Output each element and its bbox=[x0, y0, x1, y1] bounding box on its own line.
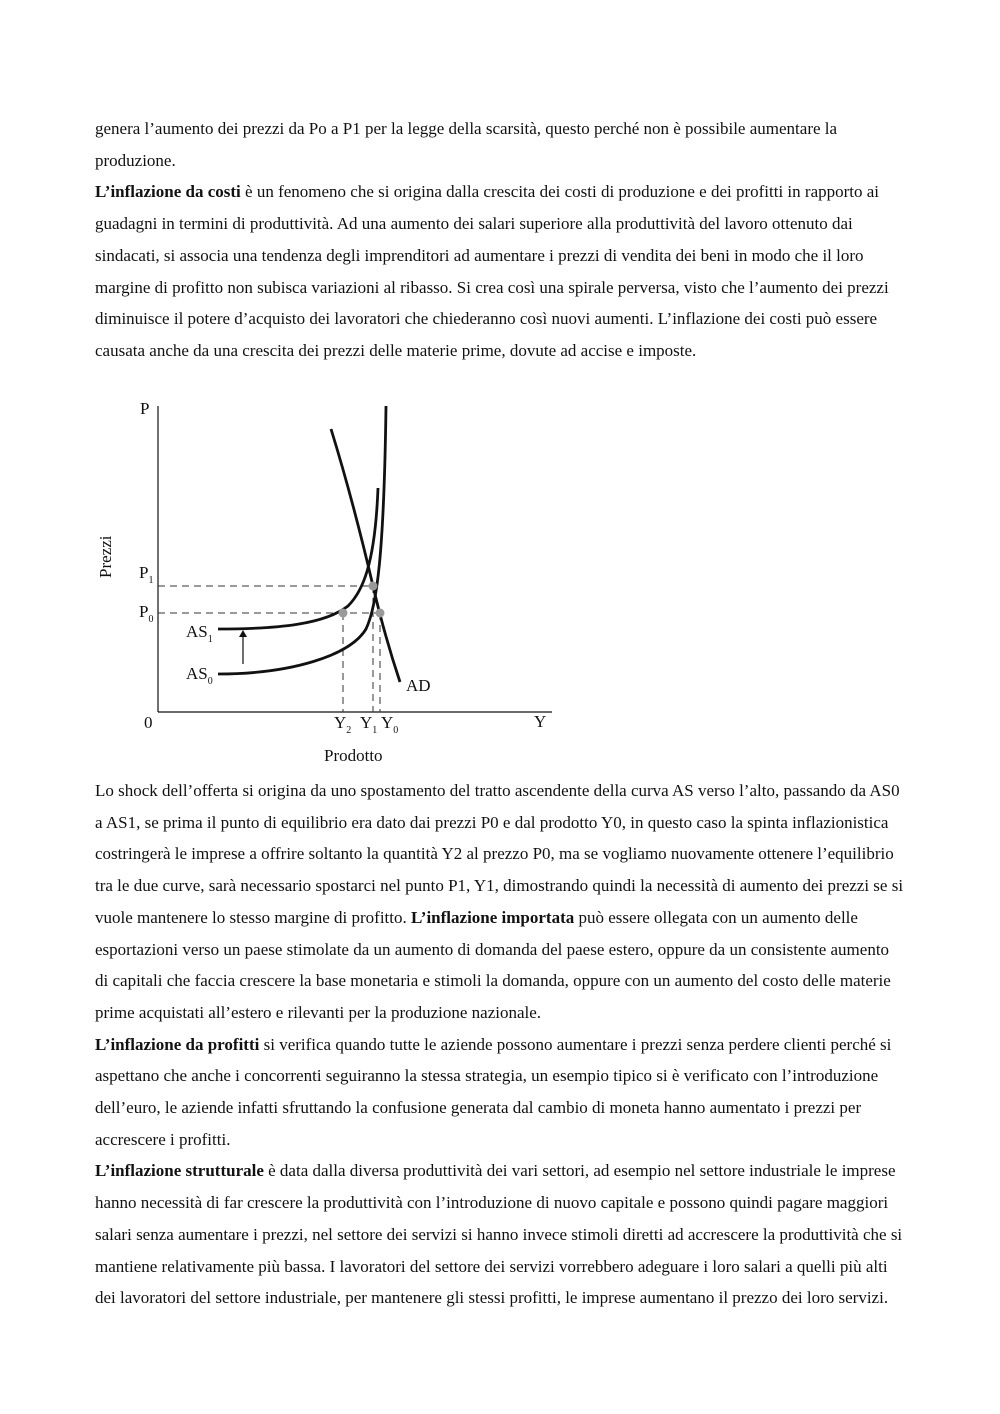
y-axis-letter: P bbox=[140, 399, 150, 418]
p1-tick-label: $P_1$ bbox=[139, 563, 154, 586]
bold-term: L’inflazione importata bbox=[411, 907, 575, 927]
paragraph-text: genera l’aumento dei prezzi da Po a P1 per la legge della scarsità, questo perché non è possibile aumentare la produzione. bbox=[95, 119, 838, 170]
text-block-top bbox=[95, 113, 905, 367]
x-axis-label: Prodotto bbox=[324, 746, 383, 765]
supply-point-p0-y2 bbox=[339, 609, 348, 618]
y2-tick-label: $Y_2$ bbox=[334, 713, 352, 736]
paragraph-text: è data dalla diversa produttività dei vari settori, ad esempio nel settore industriale le imprese hanno necessità di far crescere la produttività con l’introduzione di nuovo capitale e possono quindi pagare maggiori salari senza aumentare i prezzi, nel settore dei servizi si hanno invece stimoli diretti ad accrescere la produttività che si mantiene relativamente più bassa. I lavoratori del settore dei servizi vorrebbero adeguare i loro salari a quelli più alti dei lavoratori del settore industriale, per mantenere gli stessi profitti, le imprese aumentano il prezzo dei loro servizi. bbox=[95, 1161, 903, 1308]
bold-term: L’inflazione da profitti bbox=[95, 1034, 260, 1054]
paragraph bbox=[95, 775, 905, 1029]
bold-term: L’inflazione strutturale bbox=[95, 1161, 264, 1181]
bold-term: L’inflazione da costi bbox=[95, 182, 241, 202]
y1-tick-label: $Y_1$ bbox=[360, 713, 378, 736]
paragraph bbox=[95, 1155, 905, 1314]
as0-curve-label: $AS_0$ bbox=[186, 664, 213, 687]
ad-curve-label: AD bbox=[406, 676, 431, 695]
paragraph bbox=[95, 1029, 905, 1156]
shift-arrow-head bbox=[239, 630, 247, 637]
x-axis-letter: Y bbox=[534, 712, 547, 731]
paragraph-text: può essere ollegata con un aumento delle esportazioni verso un paese stimolate da un aumento di domanda del paese estero, oppure da un consistente aumento di capitali che faccia crescere la base monetaria e stimoli la domanda, oppure con un aumento del costo delle materie prime acquistati all’estero e rilevanti per la produzione nazionale. bbox=[95, 907, 891, 1022]
as1-curve-label: $AS_1$ bbox=[186, 622, 213, 645]
paragraph-text: è un fenomeno che si origina dalla crescita dei costi di produzione e dei profitti in rapporto ai guadagni in termini di produttività. Ad una aumento dei salari superiore alla produttività del lavoro ottenuto dai sindacati, si associa una tendenza degli imprenditori ad aumentare i prezzi di vendita dei beni in modo che il loro margine di profitto non subisca variazioni al ribasso. Si crea così una spirale perversa, visto che l’aumento dei prezzi diminuisce il potere d’acquisto dei lavoratori che chiederanno così nuovi aumenti. L’inflazione dei costi può essere causata anche da una crescita dei prezzi delle materie prime, dovute ad accise e imposte. bbox=[95, 182, 889, 360]
equilibrium-point-p1-y1 bbox=[369, 582, 378, 591]
paragraph bbox=[95, 113, 905, 176]
ad-curve bbox=[331, 429, 400, 682]
text-block-bottom bbox=[95, 775, 905, 1314]
origin-label: 0 bbox=[144, 713, 153, 732]
y0-tick-label: $Y_0$ bbox=[381, 713, 399, 736]
equilibrium-point-p0-y0 bbox=[376, 609, 385, 618]
paragraph-text: Lo shock dell’offerta si origina da uno spostamento del tratto ascendente della curva AS verso l’alto, passando da AS0 a AS1, se prima il punto di equilibrio era dato dai prezzi P0 e dal prodotto Y0, in questo caso la spinta inflazionistica costringerà le imprese a offrire soltanto la quantità Y2 al prezzo P0, ma se vogliamo nuovamente ottenere l’equilibrio tra le due curve, sarà necessario spostarci nel punto P1, Y1, dimostrando quindi la necessità di aumento dei prezzi se si vuole mantenere lo stesso margine di profitto. bbox=[95, 781, 904, 927]
p0-tick-label: $P_0$ bbox=[139, 602, 154, 625]
y-axis-label: Prezzi bbox=[96, 535, 115, 578]
paragraph-text: si verifica quando tutte le aziende possono aumentare i prezzi senza perdere clienti perché si aspettano che anche i concorrenti seguiranno la stessa strategia, un esempio tipico si è verificato con l’introduzione dell’euro, le aziende infatti sfruttando la confusione generata dal cambio di moneta hanno aumentato i prezzi per accrescere i profitti. bbox=[95, 1034, 892, 1149]
aggregate-supply-demand-figure bbox=[90, 394, 570, 774]
paragraph bbox=[95, 176, 905, 366]
